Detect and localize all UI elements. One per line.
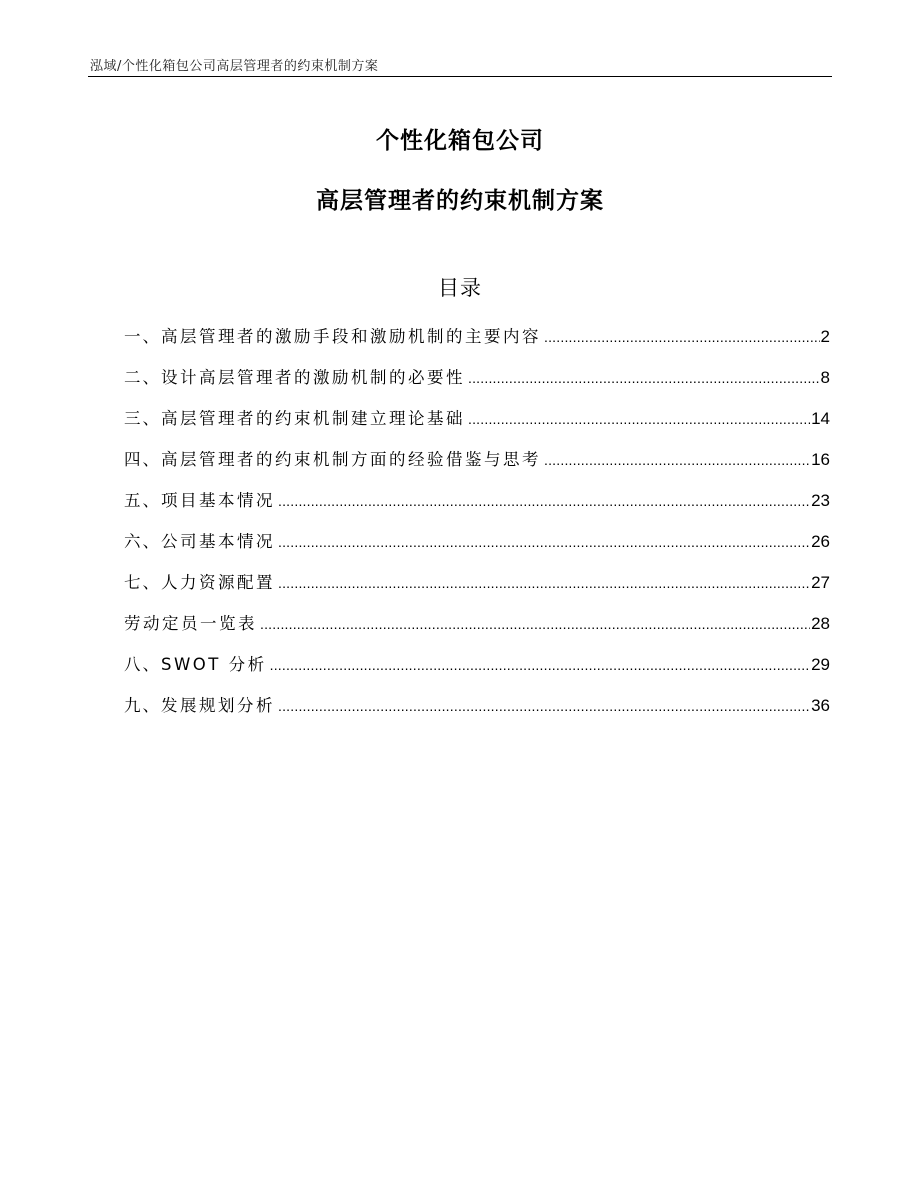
toc-entry[interactable]	[124, 610, 830, 651]
toc-heading: 目录	[438, 276, 482, 300]
toc-entry-page: 27	[811, 573, 830, 592]
toc-entry-page: 36	[811, 696, 830, 715]
toc-dot-leader	[278, 487, 810, 515]
toc-entry-number: 七、	[124, 573, 161, 592]
toc-entry-label: 设计高层管理者的激励机制的必要性	[161, 368, 465, 387]
toc-entry-page: 26	[811, 532, 830, 551]
header-rule	[88, 76, 832, 77]
toc-dot-leader	[544, 446, 810, 474]
toc-entry-label: 高层管理者的约束机制建立理论基础	[161, 409, 465, 428]
toc-entry-label: 项目基本情况	[161, 491, 275, 510]
toc-entry-number: 八、	[124, 655, 161, 674]
toc-entry-label: 公司基本情况	[161, 532, 275, 551]
toc-entry-page: 14	[811, 409, 830, 428]
toc-dot-leader	[468, 364, 820, 392]
toc-entry-number: 五、	[124, 491, 161, 510]
toc-entry-page: 2	[820, 327, 830, 346]
toc-entry-number: 一、	[124, 327, 161, 346]
toc-entry[interactable]	[124, 405, 830, 446]
toc-entry-number: 二、	[124, 368, 161, 387]
toc-entry-page: 16	[811, 450, 830, 469]
toc-entry-label: 发展规划分析	[161, 696, 275, 715]
toc-entry-page: 8	[820, 368, 830, 387]
toc-entry-number: 三、	[124, 409, 161, 428]
toc-entry-number: 六、	[124, 532, 161, 551]
toc-dot-leader	[468, 405, 810, 433]
toc-entry-label: 劳动定员一览表	[124, 614, 257, 633]
toc-entry[interactable]	[124, 651, 830, 692]
toc-dot-leader	[278, 569, 810, 597]
table-of-contents	[124, 323, 830, 733]
toc-entry[interactable]	[124, 487, 830, 528]
toc-entry[interactable]	[124, 528, 830, 569]
toc-entry-label: 人力资源配置	[161, 573, 275, 592]
toc-entry-label: SWOT 分析	[161, 655, 267, 674]
toc-entry[interactable]	[124, 569, 830, 610]
toc-entry[interactable]	[124, 364, 830, 405]
toc-entry-page: 28	[811, 614, 830, 633]
running-header: 泓域/个性化箱包公司高层管理者的约束机制方案	[90, 59, 379, 74]
toc-entry-page: 23	[811, 491, 830, 510]
document-title-line-2: 高层管理者的约束机制方案	[316, 188, 604, 214]
toc-dot-leader	[260, 610, 810, 638]
toc-entry-label: 高层管理者的约束机制方面的经验借鉴与思考	[161, 450, 541, 469]
toc-dot-leader	[544, 323, 820, 351]
toc-dot-leader	[278, 528, 810, 556]
toc-entry-number: 四、	[124, 450, 161, 469]
toc-entry[interactable]	[124, 446, 830, 487]
toc-entry-label: 高层管理者的激励手段和激励机制的主要内容	[161, 327, 541, 346]
toc-entry[interactable]	[124, 692, 830, 733]
toc-dot-leader	[270, 651, 810, 679]
toc-entry-number: 九、	[124, 696, 161, 715]
toc-entry-page: 29	[811, 655, 830, 674]
document-title-line-1: 个性化箱包公司	[376, 128, 544, 154]
toc-dot-leader	[278, 692, 810, 720]
toc-entry[interactable]	[124, 323, 830, 364]
